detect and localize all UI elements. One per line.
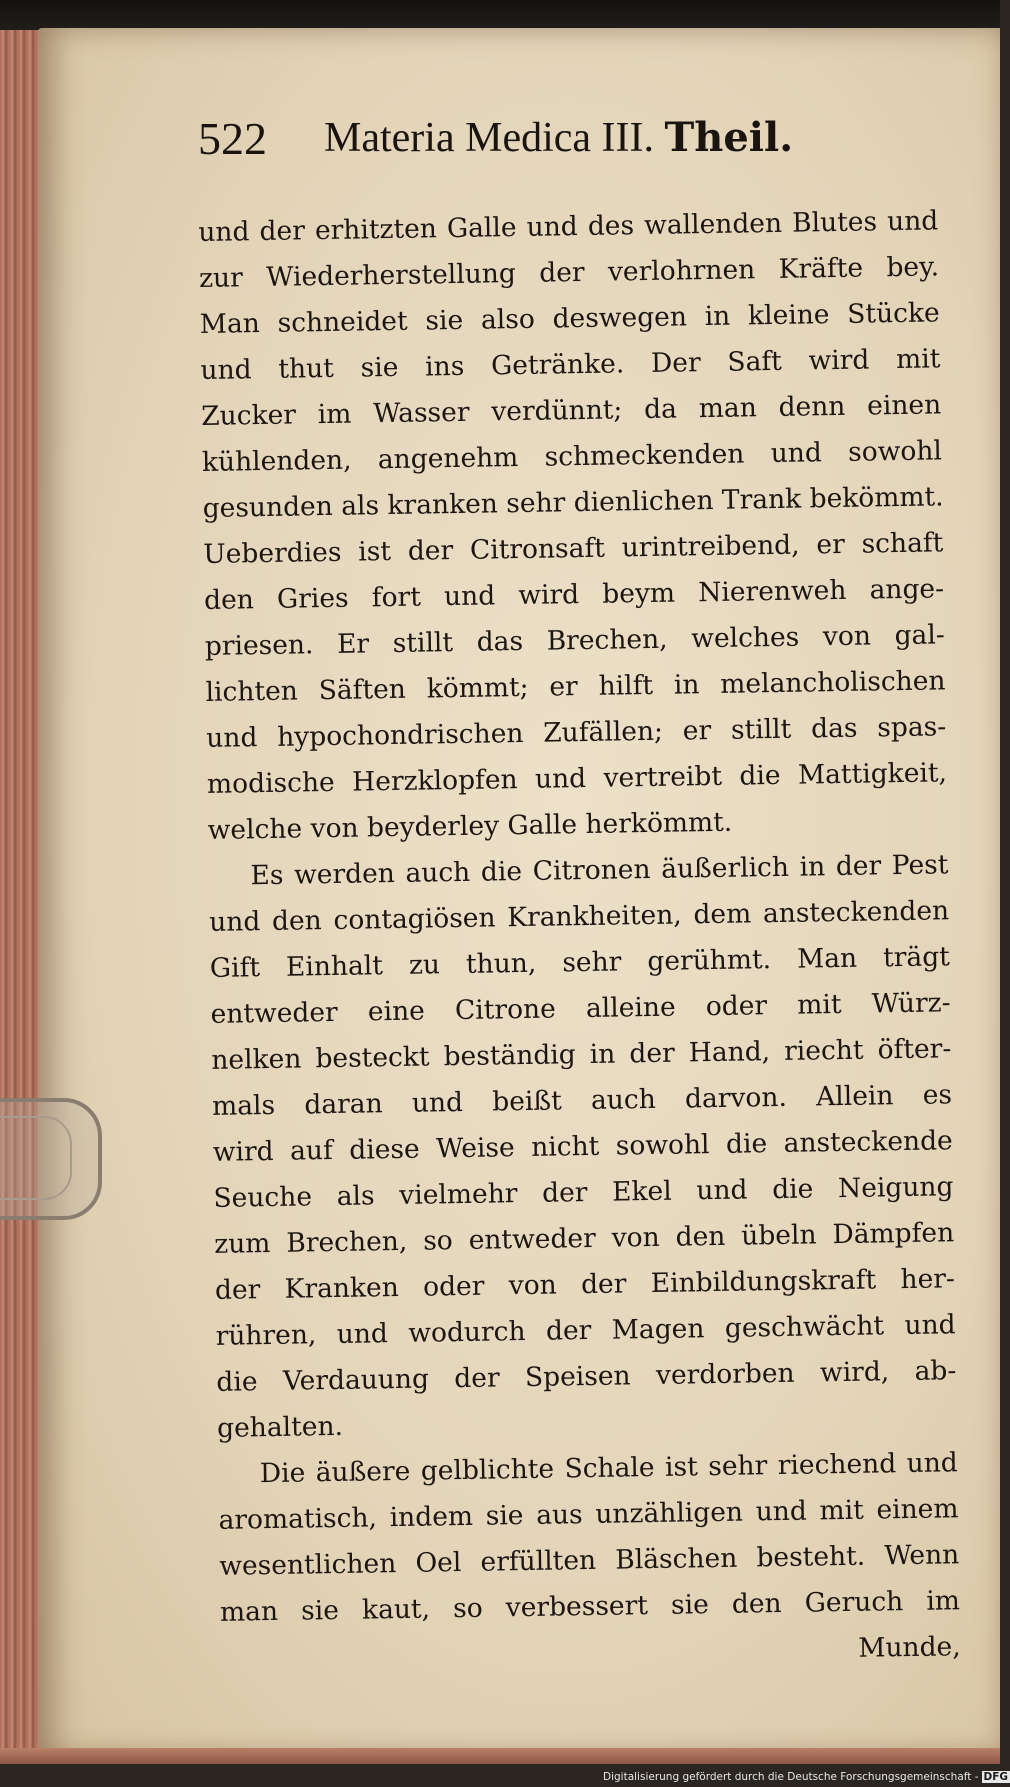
- text-line: und hypochondrischen Zufällen; er stillt das spas-: [206, 711, 947, 754]
- text-line: modische Herzklopfen und vertreibt die Mattigkeit,: [206, 757, 948, 800]
- text-line: Gift Einhalt zu thun, sehr gerühmt. Man trägt: [209, 941, 951, 984]
- text-line: gesunden als kranken sehr dienlichen Trank bekömmt.: [202, 481, 944, 524]
- body-text: [198, 198, 961, 1681]
- text-line: die Verdauung der Speisen verdorben wird, ab-: [216, 1355, 957, 1398]
- text-line: aromatisch, indem sie aus unzähligen und mit einem: [218, 1493, 959, 1536]
- text-line: wird auf diese Weise nicht sowohl die ansteckende: [212, 1125, 953, 1168]
- book-clamp-icon: [0, 1098, 102, 1220]
- running-head-title: Materia Medica III.: [324, 115, 654, 161]
- text-line: rühren, und wodurch der Magen geschwächt und: [215, 1309, 956, 1352]
- text-line: Es werden auch die Citronen äußerlich in der Pest: [250, 849, 949, 892]
- dfg-logo: DFG: [983, 1771, 1009, 1783]
- text-line: gehalten.: [216, 1410, 344, 1444]
- book-clamp-inner: [0, 1116, 72, 1200]
- text-line: mals daran und beißt auch darvon. Allein es: [211, 1079, 953, 1122]
- text-line: Zucker im Wasser verdünnt; da man denn einen: [201, 389, 942, 432]
- digitization-credit: [603, 1771, 1009, 1785]
- text-line: den Gries fort und wird beym Nierenweh ange-: [203, 573, 945, 616]
- credit-text: Digitalisierung gefördert durch die Deutsche Forschungsgemeinschaft -: [603, 1771, 979, 1783]
- text-line: kühlenden, angenehm schmeckenden und sowohl: [201, 435, 943, 478]
- page-number: 522: [198, 113, 267, 164]
- text-line: Ueberdies ist der Citronsaft urintreibend, er schaft: [203, 527, 944, 570]
- text-line: und der erhitzten Galle und des wallenden Blutes und: [198, 205, 939, 248]
- text-line: und thut sie ins Getränke. Der Saft wird mit: [200, 343, 941, 386]
- text-line: wesentlichen Oel erfüllten Bläschen besteht. Wenn: [219, 1539, 960, 1582]
- text-line: man sie kaut, so verbessert sie den Geruch im: [219, 1585, 961, 1628]
- text-line: der Kranken oder von der Einbildungskraft her-: [214, 1263, 956, 1306]
- text-line: entweder eine Citrone alleine oder mit Würz-: [210, 987, 951, 1030]
- page-header: [198, 112, 838, 182]
- text-line: und den contagiösen Krankheiten, dem ansteckenden: [208, 895, 950, 938]
- text-line: zur Wiederherstellung der verlohrnen Kräfte bey.: [198, 251, 940, 294]
- text-line: nelken besteckt beständig in der Hand, riecht öfter-: [211, 1033, 952, 1076]
- text-line: zum Brechen, so entweder von den übeln Dämpfen: [214, 1217, 955, 1260]
- text-line: Seuche als vielmehr der Ekel und die Neigung: [213, 1171, 954, 1214]
- text-line: Man schneidet sie also deswegen in kleine Stücke: [199, 297, 940, 340]
- book-bottom-edge: [0, 1748, 1000, 1764]
- text-line: lichten Säften kömmt; er hilft in melancholischen: [205, 665, 946, 708]
- catchword: Munde,: [858, 1631, 961, 1664]
- running-head-word: Theil.: [664, 114, 794, 161]
- text-line: welche von beyderley Galle herkömmt.: [207, 806, 733, 846]
- text-line: Die äußere gelblichte Schale ist sehr riechend und: [259, 1447, 959, 1490]
- running-head: [324, 114, 793, 162]
- text-line: priesen. Er stillt das Brechen, welches von gal-: [204, 619, 946, 662]
